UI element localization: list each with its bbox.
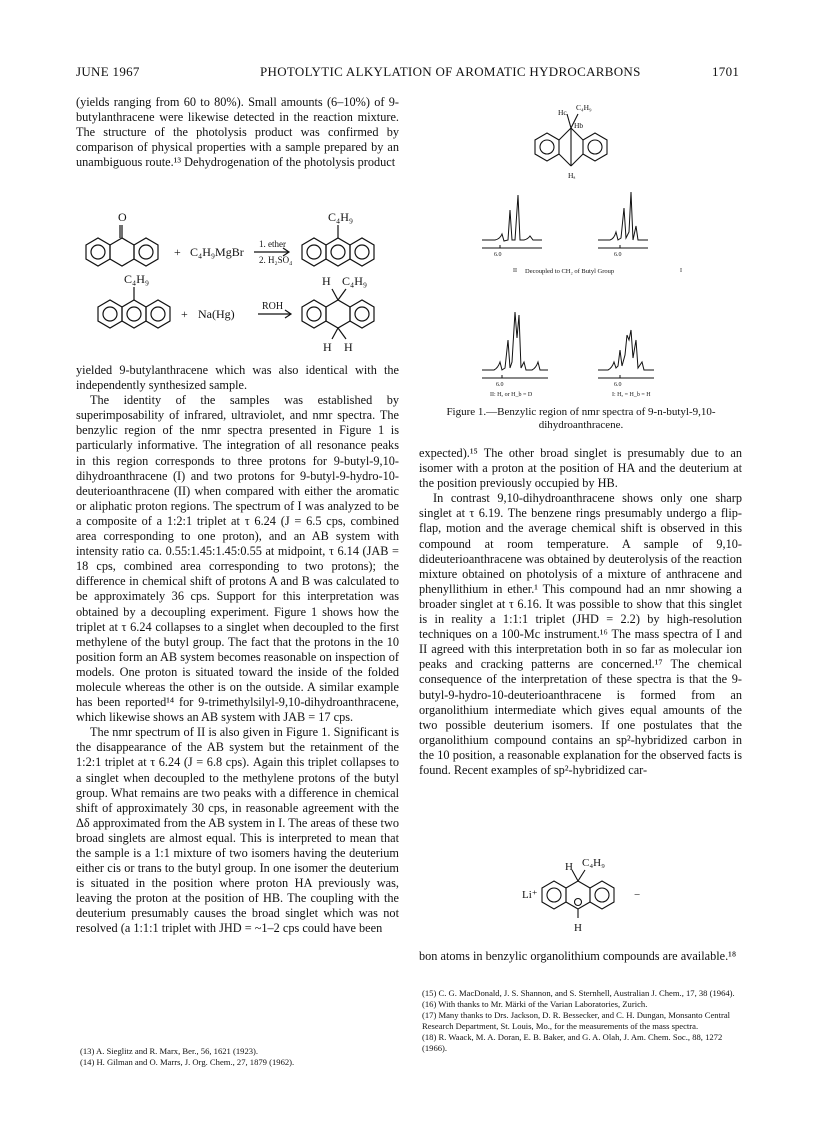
footnote-14: (14) H. Gilman and O. Marrs, J. Org. Chem., 27, 1879 (1962).: [80, 1057, 295, 1067]
plus-sign-2: +: [181, 307, 188, 321]
axis-label-bottom-left: 6.0: [496, 382, 504, 388]
arrow-1-reagent-bottom: 2. H₂SO₄: [259, 255, 293, 265]
reaction-scheme: [76, 205, 406, 355]
left-footnotes: [80, 1046, 400, 1068]
left-column: [76, 95, 399, 170]
footnote-16: (16) With thanks to Mr. Märki of the Varian Laboratories, Zurich.: [422, 999, 648, 1009]
left-paragraph-4: The nmr spectrum of II is also given in Figure 1. Significant is the disappearance of the AB system but the retainment of the 1:2:1 triplet at τ 6.24 (J = 6.8 cps). Again this triplet collapses to a singlet when decoupled to the methylene protons of the butyl group. What remains are two peaks with a difference in chemical shift of approximately 30 cps, in reasonable agreement with the Δδ approximated from the AB system in I. The areas of these two broad singlets are almost equal. This is interpreted to mean that the sample is a 1:1 mixture of two isomers having the deuterium either cis or trans to the butyl group. In one isomer the deuterium is situated in the position where proton HA previously was, leaving the proton at the position of HB. The coupling with the deuterium presumably causes the broad singlet which was not resolved (a 1:1:1 triplet with JHD = ~1–2 cps could have been: [76, 725, 399, 936]
anion-minus-sign: −: [634, 889, 641, 901]
product-2-h-top: H: [322, 274, 331, 288]
axis-label-bottom-right: 6.0: [614, 382, 622, 388]
organolithium-butyl: C₄H₉: [582, 857, 605, 869]
butylanthracene-reactant-structure: [98, 287, 170, 328]
right-footnotes: [422, 988, 742, 1054]
dihydroanthracene-3d-structure: [535, 114, 607, 166]
right-column: [419, 446, 742, 778]
left-paragraph-1: (yields ranging from 60 to 80%). Small amounts (6–10%) of 9-butylanthracene were likewise detected in the reaction mixture. The structure of the photolysis product was confirmed by comparison of physical properties with a sample prepared by an unambiguous route.¹³ Dehydrogenation of the photolysis product: [76, 95, 399, 170]
running-title: PHOTOLYTIC ALKYLATION OF AROMATIC HYDROCARBONS: [260, 64, 641, 79]
plus-sign-1: +: [174, 245, 181, 259]
decoupled-label: Decoupled to CH₂ of Butyl Group: [525, 268, 615, 275]
spectrum-label-i-bottom: I: Hₐ = H_b = H: [612, 392, 651, 398]
footnote-15: (15) C. G. MacDonald, J. S. Shannon, and S. Sternhell, Australian J. Chem., 17, 38 (1964).: [422, 988, 735, 998]
structure-butyl-label: C₄H₉: [576, 103, 592, 112]
axis-label-top-left: 6.0: [494, 252, 502, 258]
grignard-reagent: C₄H₉MgBr: [190, 245, 244, 259]
spectrum-label-ii-bottom: II: Hₐ or H_b = D: [490, 392, 533, 398]
structure-ha-label: Hₐ: [568, 171, 576, 180]
right-paragraph-1: expected).¹⁵ The other broad singlet is presumably due to an isomer with a proton at the position of HA and the deuterium at the position previously occupied by HB.: [419, 446, 742, 491]
lithium-cation: Li⁺: [522, 889, 538, 901]
page-number: 1701: [712, 64, 740, 79]
spectrum-i-decoupled: [598, 192, 648, 248]
right-paragraph-2: In contrast 9,10-dihydroanthracene shows only one sharp singlet at τ 6.19. The benzene rings presumably undergo a flip-flap, motion and the average chemical shift is observed in this compound at room temperature. A sample of 9,10-dideuterioanthracene was obtained by deuterolysis of the reaction mixture obtained on photolysis of a mixture of anthracene and phenyllithium in ether.¹ This compound had an nmr showing a broader singlet at τ 6.16. It was possible to show that this singlet is in reality a 1:1:1 triplet (JHD = 2.2) by high-resolution techniques on a 100-Mc instrument.¹⁶ The mass spectra of I and II agreed with this interpretation both in so far as molecular ion peaks and cracking patterns are concerned.¹⁷ The chemical consequence of the interpretation of these spectra is that the 9-butyl-9-hydro-10-deuterioanthracene is formed from an organolithium intermediate which gives equal amounts of the two possible deuterium isomers. If one postulates that the organolithium compound contains an sp²-hybridized carbon in the 10 position, a reasonable explanation for the observed facts is found. Recent examples of sp²-hybridized car-: [419, 491, 742, 777]
footnote-18: (18) R. Waack, M. A. Doran, E. B. Baker, and G. A. Olah, J. Am. Chem. Soc., 88, 1272 (1966).: [422, 1032, 723, 1053]
anthrone-structure: [86, 225, 158, 266]
ketone-oxygen-label: O: [118, 210, 127, 224]
dihydroanthracene-structure: [302, 289, 374, 339]
organolithium-structure: [510, 856, 660, 936]
left-column-continued: [76, 363, 399, 937]
organolithium-h-bottom: H: [574, 922, 582, 934]
product-2-h-bottom-right: H: [344, 340, 353, 354]
footnote-17: (17) Many thanks to Drs. Jackson, D. R. Bessecker, and C. H. Dungan, Monsanto Central Research Department, St. Louis, Mo., for the measurements of the mass spectra.: [422, 1010, 731, 1031]
sodium-amalgam: Na(Hg): [198, 307, 235, 321]
butylanthracene-structure: [302, 225, 374, 266]
structure-hb-label: Hb: [574, 121, 584, 130]
spectrum-label-ii-top: II: [513, 268, 517, 274]
left-paragraph-3: The identity of the samples was established by superimposability of infrared, ultraviolet, and nmr spectra. The benzylic region of the nmr spectra presented in Figure 1 is particularly informative. The integration of all resonance peaks in this region corresponds to three protons for 9-butyl-9,10-dihydroanthracene (I) and two protons for 9-butyl-9-hydro-10-deuterioanthracene (II) when compared with either the aromatic or aliphatic proton regions. The spectrum of I was analyzed to be a composite of a 1:2:1 triplet at τ 6.24 (J = 6.5 cps, combined area corresponding to one proton), and an AB system with intensity ratio ca. 0.55:1.45:1.45:0.55 at midpoint, τ 6.14 (JAB = 18 cps, combined area corresponding to two protons); the difference in chemical shift of protons A and B was calculated to be approximately 36 cps. Support for this interpretation was obtained by a decoupling experiment. Figure 1 shows how the triplet at τ 6.24 collapses to a singlet when decoupled to the first methylene of the butyl group. The fact that the protons in the 10 position form an AB system becomes reasonable on inspection of models. One proton is situated toward the inside of the folded molecule whereas the other is on the outside. A similar example has been reported¹⁴ for 9-trimethylsilyl-9,10-dihydroanthracene, which likewise shows an AB system with JAB = 17 cps.: [76, 393, 399, 725]
spectrum-i: [598, 330, 654, 378]
journal-date: JUNE 1967: [76, 64, 140, 79]
organolithium-h-top: H: [565, 861, 573, 873]
figure-1-nmr-spectra: [480, 100, 720, 410]
figure-1-caption: Figure 1.—Benzylic region of nmr spectra of 9-n-butyl-9,10-dihydroanthracene.: [446, 406, 716, 431]
structure-hc-label: Hc: [558, 108, 567, 117]
footnote-13: (13) A. Sieglitz and R. Marx, Ber., 56, 1621 (1923).: [80, 1046, 259, 1056]
left-paragraph-2: yielded 9-butylanthracene which was also identical with the independently synthesized sample.: [76, 363, 399, 393]
product-2-h-bottom-left: H: [323, 340, 332, 354]
spectrum-label-i-top: I: [680, 268, 682, 274]
spectrum-ii: [482, 312, 548, 378]
right-paragraph-3: bon atoms in benzylic organolithium compounds are available.¹⁸: [419, 949, 737, 963]
product-1-substituent: C₄H₉: [328, 210, 354, 224]
right-column-continued: [419, 949, 742, 964]
product-2-substituent: C₄H₉: [342, 274, 368, 288]
arrow-1-reagent-top: 1. ether: [259, 239, 286, 249]
reactant-2-substituent: C₄H₉: [124, 272, 150, 286]
arrow-2-reagent: ROH: [262, 301, 284, 312]
axis-label-top-right: 6.0: [614, 252, 622, 258]
spectrum-ii-decoupled: [482, 195, 542, 248]
